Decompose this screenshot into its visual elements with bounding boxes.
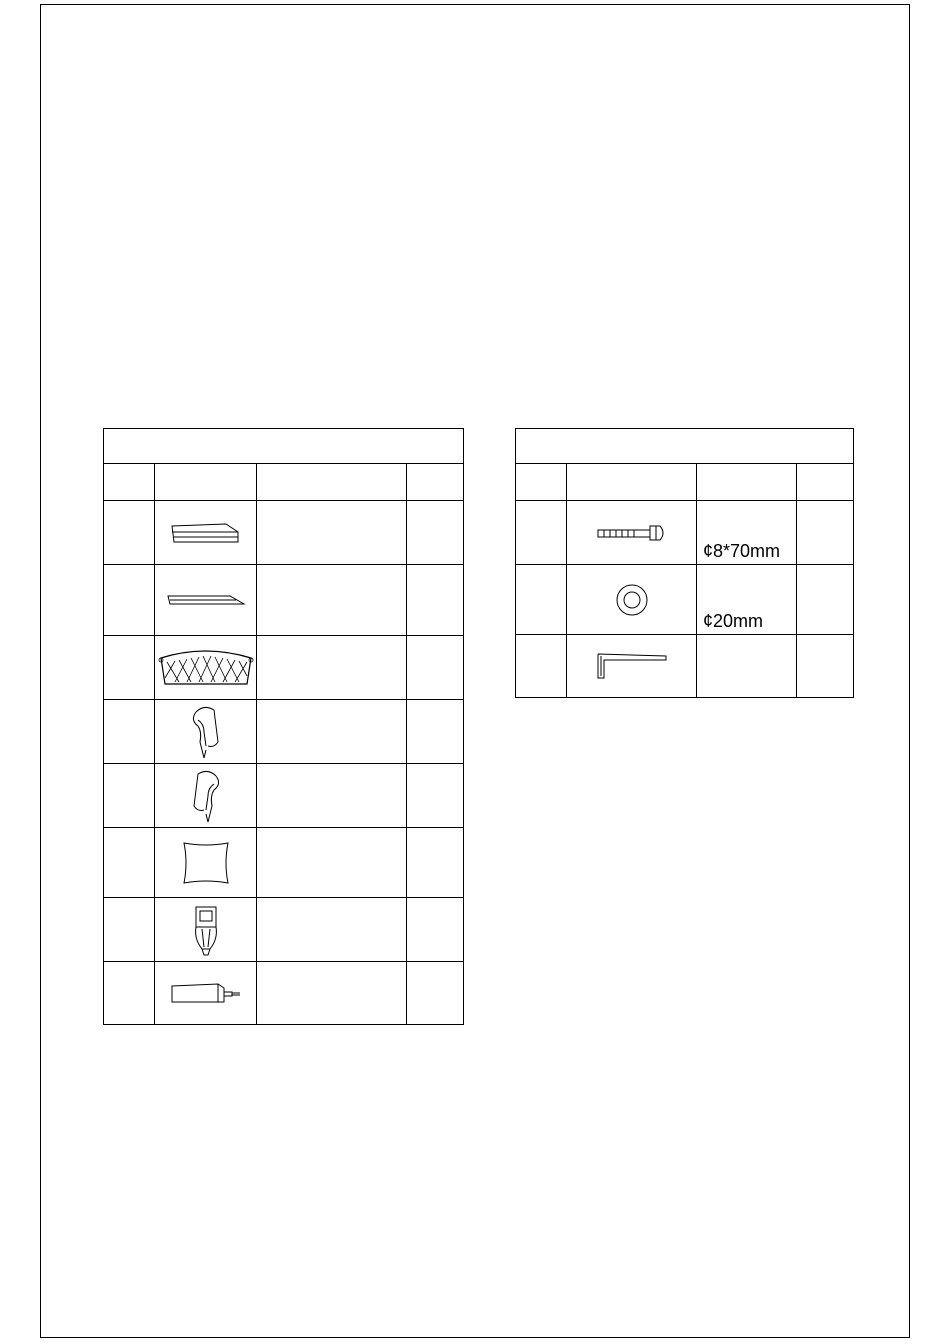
- table-row: [104, 700, 464, 764]
- hardware-header-picture: [567, 464, 697, 501]
- table-row: [104, 501, 464, 565]
- table-row: [104, 962, 464, 1025]
- hardware-number: [516, 565, 567, 635]
- woven-backrest-icon: [155, 636, 257, 700]
- part-number: [104, 501, 155, 565]
- hardware-number: [516, 501, 567, 565]
- table-row: [104, 828, 464, 898]
- part-number: [104, 636, 155, 700]
- part-qty: [407, 764, 464, 828]
- hardware-qty: [797, 501, 854, 565]
- parts-header-name: [257, 464, 407, 501]
- connector-block-icon: [155, 962, 257, 1025]
- hardware-header-spec: [697, 464, 797, 501]
- table-row: [516, 565, 854, 635]
- hardware-header-no: [516, 464, 567, 501]
- part-number: [104, 962, 155, 1025]
- part-number: [104, 764, 155, 828]
- right-armrest-icon: [155, 764, 257, 828]
- part-name: [257, 962, 407, 1025]
- allen-key-icon: [567, 635, 697, 698]
- hardware-number: [516, 635, 567, 698]
- side-rail-icon: [155, 565, 257, 636]
- parts-header-picture: [155, 464, 257, 501]
- table-row: [516, 635, 854, 698]
- part-name: [257, 764, 407, 828]
- hardware-spec: ¢20mm: [697, 565, 797, 635]
- part-name: [257, 828, 407, 898]
- part-name: [257, 898, 407, 962]
- part-number: [104, 565, 155, 636]
- cushion-icon: [155, 828, 257, 898]
- parts-header-qty: [407, 464, 464, 501]
- hardware-header-qty: [797, 464, 854, 501]
- table-row: [104, 898, 464, 962]
- part-name: [257, 636, 407, 700]
- parts-header-no: [104, 464, 155, 501]
- left-armrest-icon: [155, 700, 257, 764]
- part-number: [104, 700, 155, 764]
- table-row: [104, 636, 464, 700]
- part-qty: [407, 962, 464, 1025]
- hardware-qty: [797, 565, 854, 635]
- parts-table: [103, 428, 464, 1025]
- leg-icon: [155, 898, 257, 962]
- part-number: [104, 898, 155, 962]
- table-row: [104, 565, 464, 636]
- part-qty: [407, 898, 464, 962]
- table-row: [516, 501, 854, 565]
- part-qty: [407, 565, 464, 636]
- hardware-spec: ¢8*70mm: [697, 501, 797, 565]
- hardware-spec: [697, 635, 797, 698]
- hardware-qty: [797, 635, 854, 698]
- parts-table-title: [104, 429, 464, 464]
- part-qty: [407, 501, 464, 565]
- part-qty: [407, 636, 464, 700]
- part-name: [257, 501, 407, 565]
- seat-board-icon: [155, 501, 257, 565]
- part-name: [257, 565, 407, 636]
- hardware-table-title: [516, 429, 854, 464]
- part-number: [104, 828, 155, 898]
- part-qty: [407, 828, 464, 898]
- hardware-table: [515, 428, 854, 698]
- part-name: [257, 700, 407, 764]
- washer-icon: [567, 565, 697, 635]
- part-qty: [407, 700, 464, 764]
- table-row: [104, 764, 464, 828]
- bolt-icon: [567, 501, 697, 565]
